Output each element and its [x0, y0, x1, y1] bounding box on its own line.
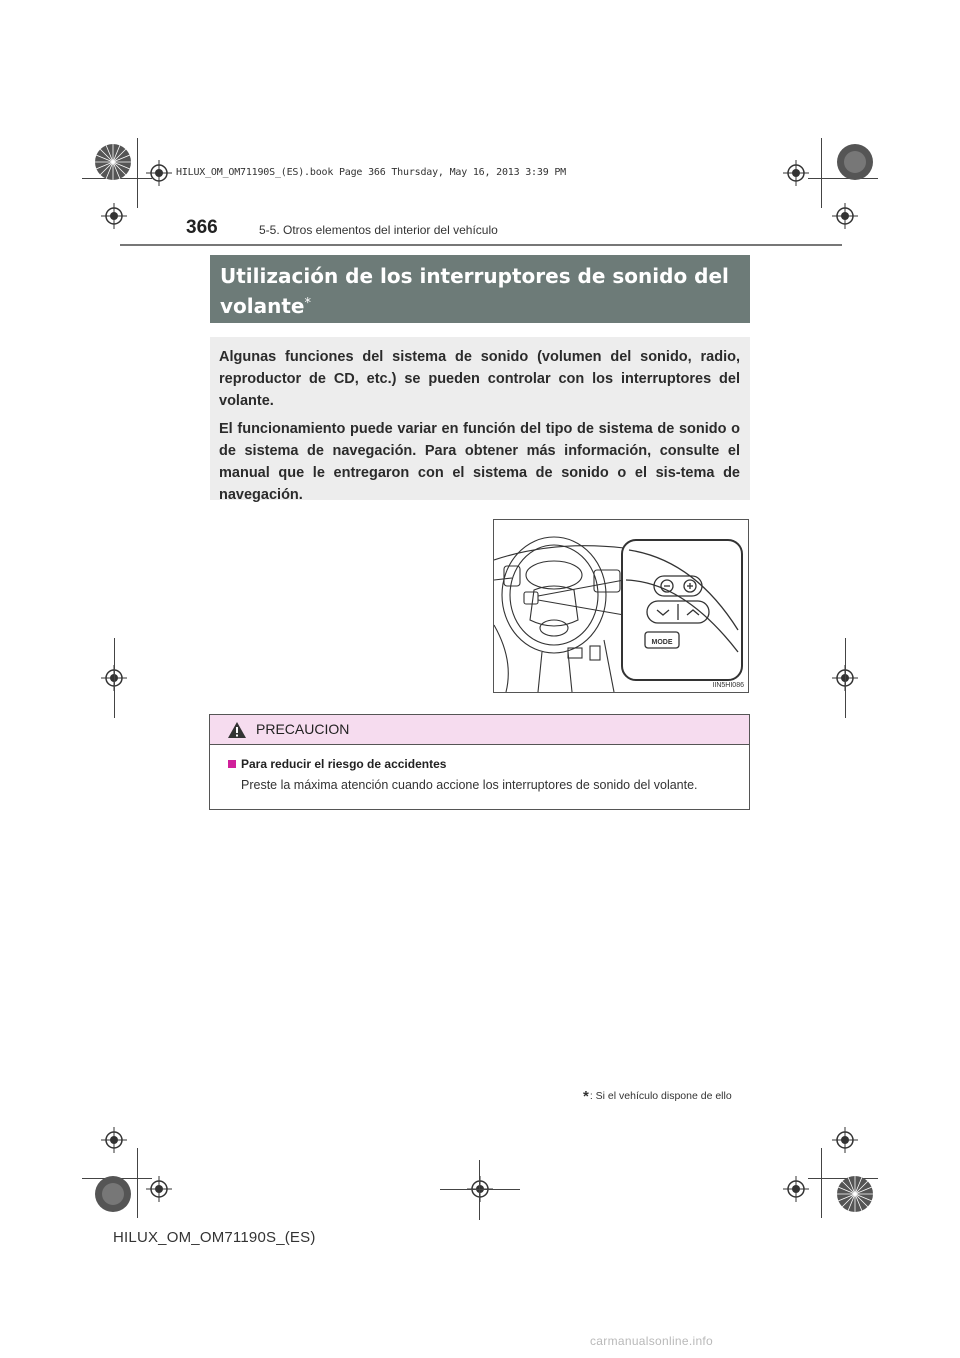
warning-triangle-icon	[227, 721, 247, 739]
registration-mark-icon	[783, 1176, 809, 1202]
section-title-bar	[210, 255, 750, 323]
footnote-asterisk: *	[583, 1088, 589, 1105]
star-target-icon	[835, 142, 875, 182]
header-divider	[120, 244, 842, 246]
star-target-icon	[93, 1174, 133, 1214]
page-number: 366	[186, 217, 218, 238]
star-target-icon	[835, 1174, 875, 1214]
caution-item-heading-text: Para reducir el riesgo de accidentes	[241, 757, 447, 771]
watermark: carmanualsonline.info	[590, 1334, 714, 1348]
intro-box	[210, 337, 750, 503]
intro-paragraph: Algunas funciones del sistema de sonido (volumen del sonido, radio, reproductor de CD, etc.) se pueden controlar con los interruptores del volante.	[219, 349, 740, 409]
bullet-square-icon	[228, 760, 236, 768]
title-footnote-mark: *	[304, 296, 311, 311]
registration-mark-icon	[832, 1127, 858, 1153]
registration-mark-icon	[101, 203, 127, 229]
document-code: HILUX_OM_OM71190S_(ES)	[113, 1229, 316, 1246]
section-title: Utilización de los interruptores de sonido del volante	[220, 264, 729, 318]
caution-title: PRECAUCION	[256, 721, 350, 737]
registration-mark-icon	[101, 1127, 127, 1153]
registration-mark-icon	[832, 203, 858, 229]
registration-mark-icon	[146, 160, 172, 186]
mode-button-label: MODE	[651, 639, 673, 646]
registration-mark-icon	[146, 1176, 172, 1202]
book-meta-line: HILUX_OM_OM71190S_(ES).book Page 366 Thursday, May 16, 2013 3:39 PM	[176, 167, 566, 178]
steering-wheel-illustration	[493, 519, 749, 693]
caution-item-body: Preste la máxima atención cuando accione los interruptores de sonido del volante.	[241, 778, 698, 792]
steering-wheel-drawing	[494, 520, 748, 692]
star-target-icon	[93, 142, 133, 182]
caution-header	[210, 715, 749, 745]
caution-item-heading	[228, 757, 446, 771]
illustration-code: IIN5HI086	[712, 682, 744, 689]
footnote-text: : Si el vehículo dispone de ello	[589, 1090, 732, 1102]
section-header: 5-5. Otros elementos del interior del vehículo	[259, 223, 498, 237]
caution-box	[209, 714, 750, 810]
registration-mark-icon	[783, 160, 809, 186]
intro-paragraph: El funcionamiento puede variar en función del tipo de sistema de sonido o de sistema de navegación. Para obtener más información, consulte el manual que le entregaron con el sistema de sonido o el sis-tema de navegación.	[219, 421, 740, 503]
footnote	[583, 1088, 732, 1105]
